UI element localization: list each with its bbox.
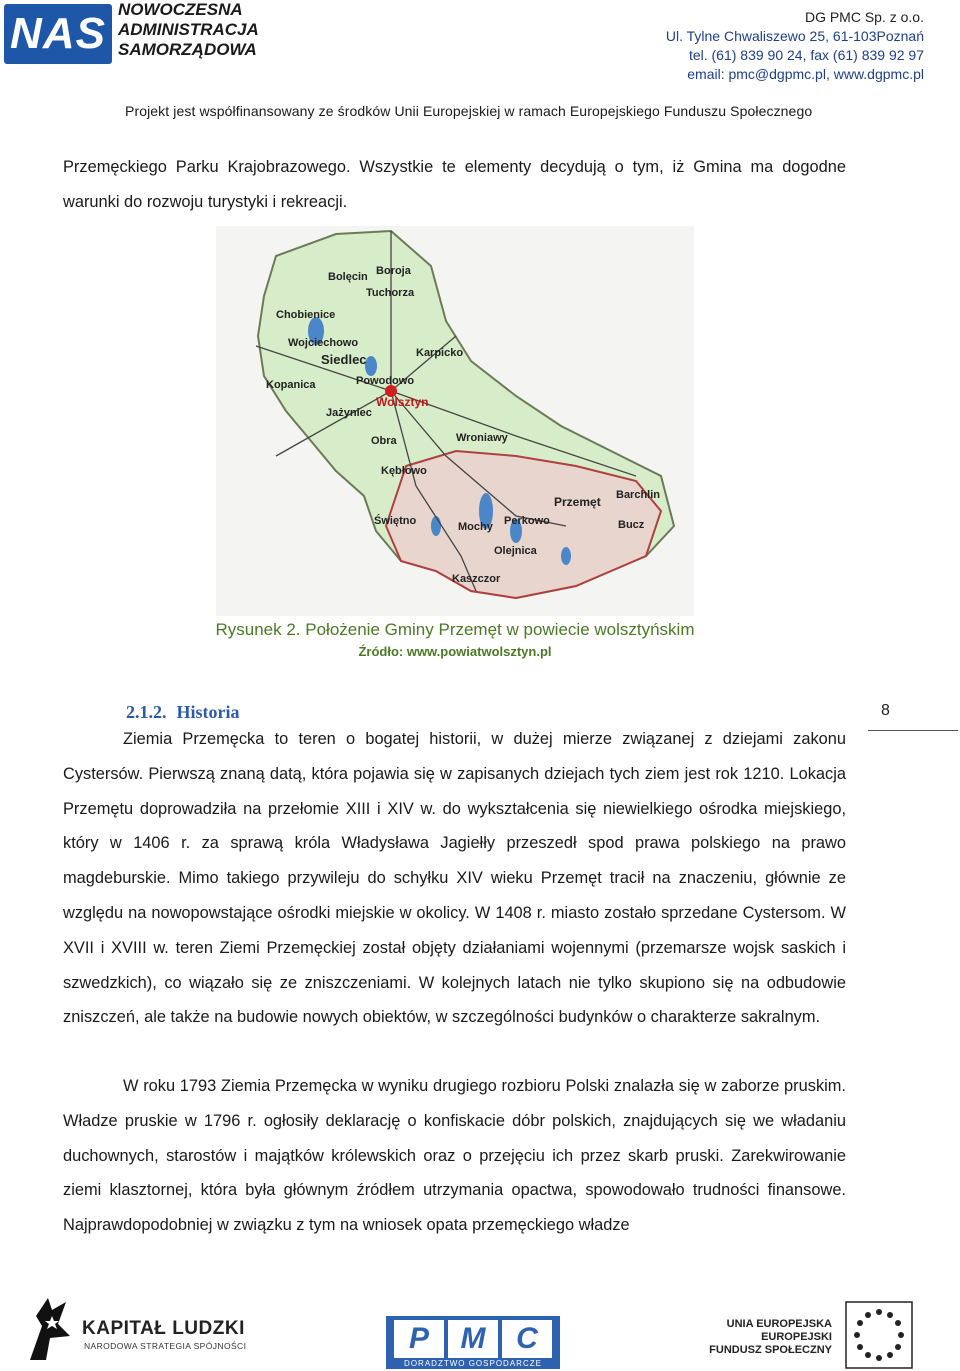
nas-org-line: ADMINISTRACJA bbox=[118, 20, 259, 39]
company-address: Ul. Tylne Chwaliszewo 25, 61-103Poznań bbox=[665, 28, 924, 44]
body-paragraph: W roku 1793 Ziemia Przemęcka w wyniku drugiego rozbioru Polski znalazła się w zaborze pruskim. Władze pruskie w 1796 r. ogłosiły deklarację o konfiskacie dóbr polskich, znajdujących się we władaniu duchownych, starostów i majątków królewskich oraz o przejęciu ich przez skarb pruski. Zarekwirowanie ziemi klasztornej, która była głównym źródłem utrzymania opactwa, spowodowało trudności finansowe. Najprawdopodobniej w związku z tym na wniosek opata przemęckiego władze bbox=[63, 1077, 846, 1235]
figure-caption: Rysunek 2. Położenie Gminy Przemęt w powiecie wolsztyńskim bbox=[215, 620, 695, 639]
pmc-letter: P bbox=[394, 1320, 444, 1358]
section-number: 2.1.2. bbox=[126, 702, 167, 722]
map-label: Wolsztyn bbox=[376, 395, 429, 409]
company-contact bbox=[666, 8, 924, 84]
company-phone: tel. (61) 839 90 24, fax (61) 839 92 97 bbox=[688, 47, 924, 63]
map-label: Bucz bbox=[618, 519, 645, 531]
map-label: Wroniawy bbox=[456, 432, 508, 444]
map-label: Olejnica bbox=[494, 545, 537, 557]
eu-line: UNIA EUROPEJSKA bbox=[726, 1318, 832, 1330]
lake-shape bbox=[431, 516, 441, 536]
pmc-subtitle: DORADZTWO GOSPODARCZE bbox=[386, 1358, 560, 1369]
map-label: Siedlec bbox=[321, 352, 367, 367]
company-email: email: pmc@dgpmc.pl, www.dgpmc.pl bbox=[687, 66, 924, 82]
figure-source: Źródło: www.powiatwolsztyn.pl bbox=[358, 644, 552, 659]
pmc-logo bbox=[386, 1316, 560, 1362]
map-label: Jażyniec bbox=[326, 407, 372, 419]
map-label: Boroja bbox=[376, 265, 411, 277]
map-label: Kaszczor bbox=[452, 573, 501, 585]
map-label: Powodowo bbox=[356, 375, 415, 387]
body-paragraph: Ziemia Przemęcka to teren o bogatej historii, w dużej mierze związanej z dziejami zakonu Cystersów. Pierwszą znaną datą, która pojawia się w zapisanych dziejach tych ziem jest rok 1210. Lokacja Przemętu doprowadziła na przełomie XIII i XIV w. do wykształcenia się niewielkiego ośrodka miejskiego, który w 1406 r. za sprawą króla Władysława Jagiełły przeszedł spod prawa polskiego na prawo magdeburskie. Mimo takiego przywileju do schyłku XIV wieku Przemęt tracił na znaczeniu, głównie ze względu na nowopowstające ośrodki miejskie w okolicy. W 1408 r. miasto zostało sprzedane Cystersom. W XVII i XVIII w. teren Ziemi Przemęckiej został objęty działaniami wojennymi (przemarsze wojsk saskich i szwedzkich), co wiązało się ze zniszczeniami. W kolejnych latach nie tylko skupiono się na odbudowie zniszczeń, ale także na budowie nowych obiektów, w szczególności budynków o charakterze sakralnym. bbox=[63, 730, 846, 1027]
eu-fund-text bbox=[709, 1318, 832, 1357]
map-label: Kębłowo bbox=[381, 465, 427, 477]
map-label: Perkowo bbox=[504, 515, 550, 527]
nas-org-line: NOWOCZESNA bbox=[118, 0, 243, 19]
map-label: Wojciechowo bbox=[288, 337, 359, 349]
nas-logo: NAS bbox=[4, 4, 112, 64]
eu-line: EUROPEJSKI bbox=[761, 1331, 832, 1343]
eu-flag-icon bbox=[844, 1300, 914, 1370]
pmc-letter: M bbox=[448, 1320, 498, 1358]
map-label: Tuchorza bbox=[366, 287, 415, 299]
map-label: Przemęt bbox=[554, 495, 601, 509]
map-label: Chobienice bbox=[276, 309, 336, 321]
company-name: DG PMC Sp. z o.o. bbox=[804, 9, 924, 25]
pmc-letter: C bbox=[502, 1320, 552, 1358]
lake-shape bbox=[365, 356, 377, 376]
map-label: Mochy bbox=[458, 521, 493, 533]
section-title: Historia bbox=[176, 702, 240, 722]
page-number: 8 bbox=[881, 702, 890, 719]
nas-org-name bbox=[118, 0, 259, 60]
gmina-map-svg bbox=[216, 226, 694, 616]
project-funding-note: Projekt jest współfinansowany ze środków Unii Europejskiej w ramach Europejskiego Funduszu Społecznego bbox=[125, 103, 813, 119]
page-number-rule bbox=[868, 730, 958, 731]
kapital-ludzki-logo-icon bbox=[26, 1296, 72, 1364]
map-label: Obra bbox=[371, 435, 397, 447]
map-label: Karpicko bbox=[416, 347, 464, 359]
map-label: Barchlin bbox=[616, 489, 661, 501]
kapital-ludzki-subtitle: NARODOWA STRATEGIA SPÓJNOŚCI bbox=[84, 1341, 247, 1351]
map-label: Świętno bbox=[374, 515, 417, 527]
section-heading bbox=[126, 702, 240, 723]
map-image bbox=[216, 226, 694, 616]
lake-shape bbox=[561, 547, 571, 565]
eu-line: FUNDUSZ SPOŁECZNY bbox=[709, 1344, 832, 1356]
kapital-ludzki-title: KAPITAŁ LUDZKI bbox=[82, 1318, 245, 1339]
map-label: Bolęcin bbox=[328, 271, 368, 283]
nas-org-line: SAMORZĄDOWA bbox=[118, 40, 257, 59]
intro-paragraph: Przemęckiego Parku Krajobrazowego. Wszystkie te elementy decydują o tym, iż Gmina ma dogodne warunki do rozwoju turystyki i rekreacji. bbox=[63, 158, 846, 211]
map-label: Kopanica bbox=[266, 379, 316, 391]
